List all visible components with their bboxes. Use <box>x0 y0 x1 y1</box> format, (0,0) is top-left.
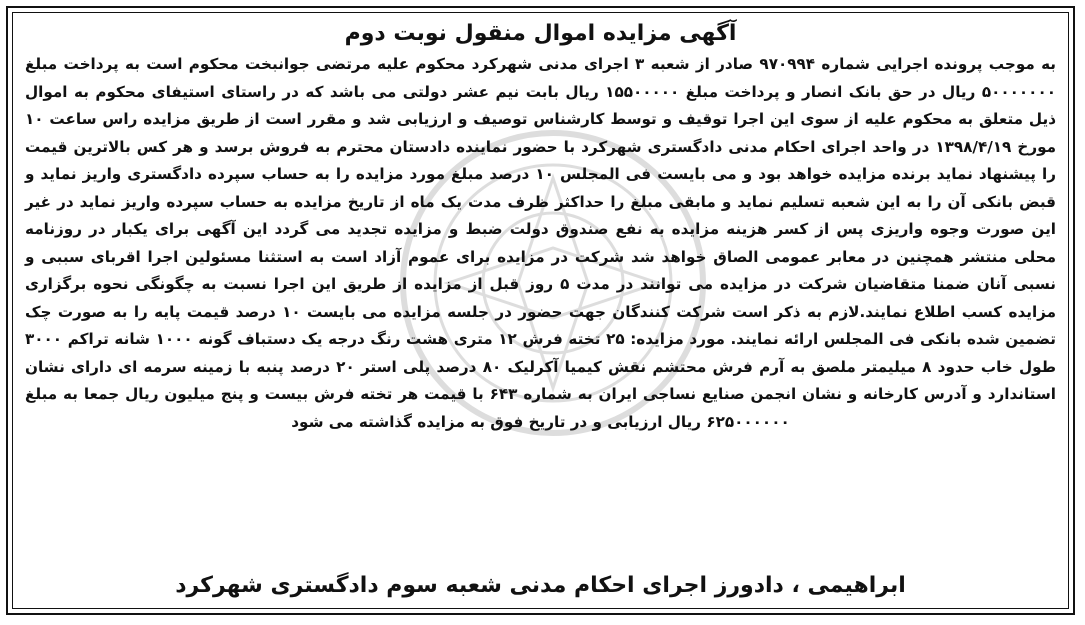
notice-signature: ابراهیمی ، دادورز اجرای احکام مدنی شعبه سوم دادگستری شهرکرد <box>175 573 906 598</box>
notice-content <box>12 12 1069 609</box>
notice-title: آگهی مزایده اموال منقول نوبت دوم <box>344 21 737 46</box>
notice-frame <box>6 6 1075 615</box>
notice-body: به موجب پرونده اجرایی شماره ۹۷۰۹۹۴ صادر از شعبه ۳ اجرای مدنی شهرکرد محکوم علیه مرتضی جوانبخت محکوم است به پرداخت مبلغ ۵۰۰۰۰۰۰۰ ریال در حق بانک انصار و پرداخت مبلغ ۱۵۵۰۰۰۰۰ ریال بابت نیم عشر دولتی می باشد که در راستای استیفای محکوم به اموال ذیل متعلق به محکوم علیه از سوی این اجرا توقیف و توسط کارشناس توصیف و ارزیابی شد و مقرر است از طریق مزایده راس ساعت ۱۰ مورخ ۱۳۹۸/۴/۱۹ در واحد اجرای احکام مدنی دادگستری شهرکرد با حضور نماینده دادستان محترم به فروش برسد و هر کس بالاترین قیمت را پیشنهاد نماید برنده مزایده خواهد بود و می بایست فی المجلس ۱۰ درصد مبلغ مورد مزایده را به حساب سپرده دادگستری واریز نماید و قبض بانکی آن را به این شعبه تسلیم نماید و مابقی مبلغ را حداکثر ظرف مدت یک ماه از تاریخ مزایده به حساب سپرده واریز نماید در غیر این صورت وجوه واریزی پس از کسر هزینه مزایده به نفع صندوق دولت ضبط و مزایده تجدید می گردد این آگهی برای یکبار در روزنامه محلی منتشر همچنین در معابر عمومی الصاق خواهد شد شرکت در مزایده برای عموم آزاد است به استثنا مسئولین اجرا اقربای سببی و نسبی آنان ضمنا متقاضیان شرکت در مزایده می توانند در مدت ۵ روز قبل از مزایده از طریق این اجرا نسبت به چگونگی نحوه برگزاری مزایده کسب اطلاع نمایند.لازم به ذکر است شرکت کنندگان جهت حضور در جلسه مزایده می بایست ۱۰ درصد قیمت پایه را به صورت چک تضمین شده بانکی فی المجلس ارائه نمایند. مورد مزایده: ۲۵ تخته فرش ۱۲ متری هشت رنگ درجه یک دستباف گونه ۱۰۰۰ شانه تراکم ۳۰۰۰ طول خاب حدود ۸ میلیمتر ملصق به آرم فرش محتشم نقش کیمیا آکرلیک ۸۰ درصد پلی استر ۲۰ درصد پنبه با زمینه سرمه ای دارای نشان استاندارد و آدرس کارخانه و نشان انجمن صنایع نساجی ایران به شماره ۶۴۳ با قیمت هر تخته فرش بیست و پنج میلیون ریال جمعا به مبلغ ۶۲۵۰۰۰۰۰۰ ریال ارزیابی و در تاریخ فوق به مزایده گذاشته می شود <box>25 55 1057 431</box>
